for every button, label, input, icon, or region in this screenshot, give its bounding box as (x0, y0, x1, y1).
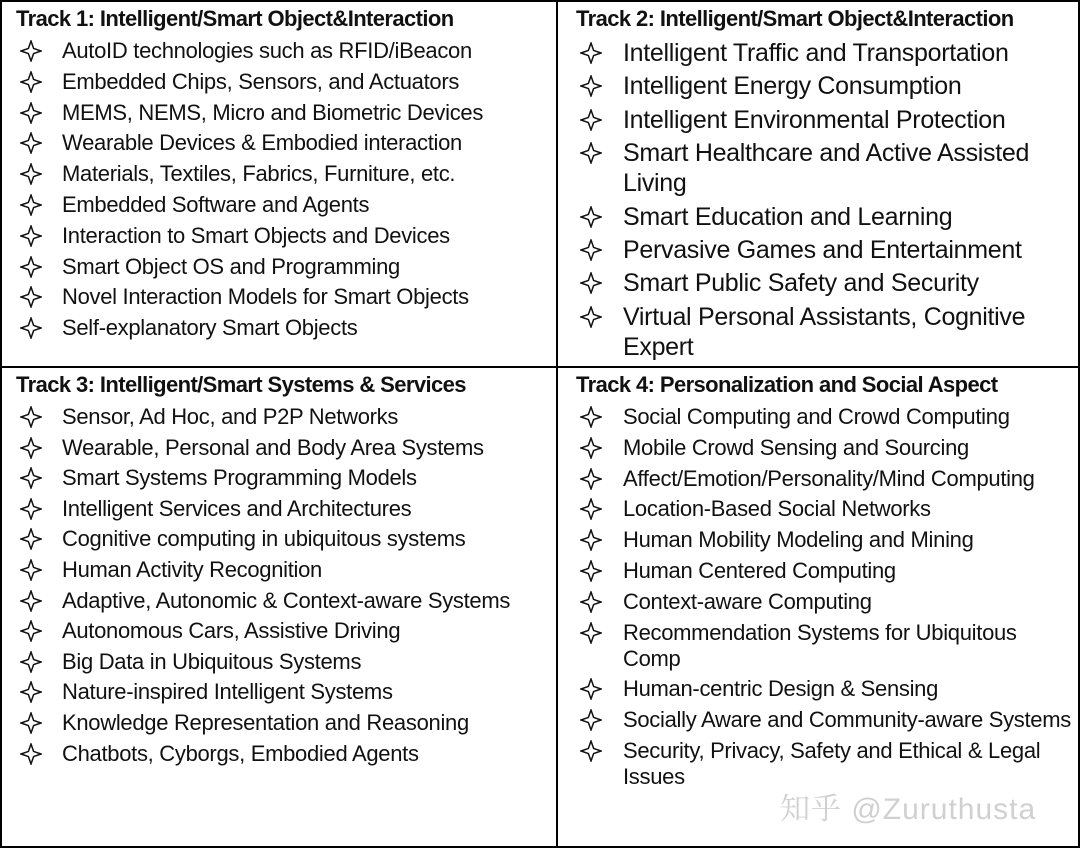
track-4-title: Track 4: Personalization and Social Aspect (576, 372, 998, 397)
list-item-label: Affect/Emotion/Personality/Mind Computing (623, 465, 1035, 491)
list-item-label: Interaction to Smart Objects and Devices (62, 222, 450, 248)
four-point-star-outline-icon (20, 163, 42, 185)
list-item (580, 589, 1078, 615)
list-item (580, 435, 1078, 461)
list-item (580, 268, 1078, 298)
track-4-cell (558, 368, 1080, 848)
four-point-star-outline-icon (20, 498, 42, 520)
list-item-label: AutoID technologies such as RFID/iBeacon (62, 38, 472, 63)
list-item (580, 38, 1078, 68)
four-point-star-outline-icon (580, 709, 602, 731)
list-item (580, 496, 1078, 522)
list-item (580, 527, 1078, 553)
four-point-star-outline-icon (580, 498, 602, 520)
list-item-label: Intelligent Services and Architectures (62, 495, 412, 521)
four-point-star-outline-icon (580, 437, 602, 459)
list-item (580, 105, 1078, 135)
four-point-star-outline-icon (20, 743, 42, 765)
list-item (20, 679, 556, 710)
list-item-label: Knowledge Representation and Reasoning (62, 709, 469, 735)
list-item (580, 676, 1078, 702)
four-point-star-outline-icon (20, 225, 42, 247)
four-point-star-outline-icon (580, 678, 602, 700)
list-item (580, 558, 1078, 584)
list-item-label: Cognitive computing in ubiquitous systems (62, 526, 466, 552)
four-point-star-outline-icon (20, 437, 42, 459)
list-item (20, 315, 556, 346)
list-item-label: Human Centered Computing (623, 557, 896, 583)
four-point-star-outline-icon (580, 560, 602, 582)
four-point-star-outline-icon (580, 468, 602, 490)
list-item (20, 223, 556, 254)
list-item-label: Intelligent Traffic and Transportation (623, 39, 1009, 67)
list-item-label: Wearable, Personal and Body Area Systems (62, 434, 484, 460)
list-item (20, 741, 556, 772)
four-point-star-outline-icon (20, 71, 42, 93)
list-item-label: Wearable Devices & Embodied interaction (62, 130, 462, 156)
list-item (580, 202, 1078, 232)
list-item-label: Smart Public Safety and Security (623, 269, 979, 298)
list-item-label: Mobile Crowd Sensing and Sourcing (623, 434, 969, 460)
four-point-star-outline-icon (20, 528, 42, 550)
list-item-label: Location-Based Social Networks (623, 496, 931, 522)
four-point-star-outline-icon (20, 467, 42, 489)
list-item (20, 649, 556, 680)
four-point-star-outline-icon (580, 239, 602, 261)
list-item-label: Human Activity Recognition (62, 556, 322, 582)
four-point-star-outline-icon (580, 529, 602, 551)
track-3-list (2, 397, 556, 771)
list-item (580, 138, 1078, 198)
list-item (20, 465, 556, 496)
four-point-star-outline-icon (20, 620, 42, 642)
list-item-label: Context-aware Computing (623, 588, 872, 614)
list-item (20, 254, 556, 285)
list-item (20, 404, 556, 435)
list-item (20, 557, 556, 588)
list-item (20, 710, 556, 741)
track-4-list (558, 397, 1078, 790)
list-item-label: Novel Interaction Models for Smart Objects (62, 284, 469, 310)
list-item-label: Embedded Software and Agents (62, 191, 370, 217)
four-point-star-outline-icon (580, 406, 602, 428)
list-item-label: MEMS, NEMS, Micro and Biometric Devices (62, 99, 484, 125)
list-item-label: Intelligent Energy Consumption (623, 72, 962, 101)
list-item (20, 69, 556, 100)
track-1-cell (2, 2, 558, 368)
track-1-list (2, 31, 556, 346)
list-item (20, 38, 556, 69)
list-item (20, 435, 556, 466)
list-item (20, 526, 556, 557)
four-point-star-outline-icon (20, 317, 42, 339)
list-item (580, 707, 1078, 733)
four-point-star-outline-icon (580, 109, 602, 131)
list-item-label: Smart Systems Programming Models (62, 465, 417, 491)
list-item-label: Social Computing and Crowd Computing (623, 404, 1010, 429)
four-point-star-outline-icon (20, 102, 42, 124)
list-item-label: Materials, Textiles, Fabrics, Furniture, etc. (62, 161, 456, 187)
list-item (580, 620, 1078, 672)
list-item (580, 235, 1078, 265)
list-item (580, 302, 1078, 362)
list-item (20, 284, 556, 315)
watermark: 知乎 @Zuruthusta (780, 793, 1037, 826)
four-point-star-outline-icon (20, 559, 42, 581)
four-point-star-outline-icon (580, 306, 602, 328)
list-item-label: Security, Privacy, Safety and Ethical & Legal Issues (623, 737, 1041, 789)
list-item-label: Sensor, Ad Hoc, and P2P Networks (62, 404, 399, 429)
list-item-label: Self-explanatory Smart Objects (62, 315, 358, 341)
list-item (20, 161, 556, 192)
four-point-star-outline-icon (580, 622, 602, 644)
four-point-star-outline-icon (580, 75, 602, 97)
four-point-star-outline-icon (20, 590, 42, 612)
four-point-star-outline-icon (20, 132, 42, 154)
four-point-star-outline-icon (20, 40, 42, 62)
track-2-cell (558, 2, 1080, 368)
list-item-label: Chatbots, Cyborgs, Embodied Agents (62, 740, 419, 766)
track-3-cell (2, 368, 558, 848)
list-item (20, 618, 556, 649)
four-point-star-outline-icon (20, 712, 42, 734)
list-item-label: Smart Education and Learning (623, 202, 953, 231)
list-item-label: Adaptive, Autonomic & Context-aware Systems (62, 587, 511, 613)
track-2-list (558, 31, 1078, 362)
track-1-title: Track 1: Intelligent/Smart Object&Interaction (16, 6, 454, 31)
list-item-label: Recommendation Systems for Ubiquitous Comp (623, 619, 1017, 671)
four-point-star-outline-icon (20, 194, 42, 216)
list-item (20, 192, 556, 223)
list-item-label: Intelligent Environmental Protection (623, 105, 1006, 134)
four-point-star-outline-icon (580, 740, 602, 762)
list-item-label: Human Mobility Modeling and Mining (623, 527, 974, 553)
track-2-title: Track 2: Intelligent/Smart Object&Interaction (576, 6, 1014, 31)
four-point-star-outline-icon (580, 42, 602, 64)
list-item (580, 738, 1078, 790)
four-point-star-outline-icon (20, 681, 42, 703)
four-point-star-outline-icon (20, 286, 42, 308)
list-item (20, 496, 556, 527)
list-item-label: Autonomous Cars, Assistive Driving (62, 618, 401, 644)
track-3-title: Track 3: Intelligent/Smart Systems & Services (16, 372, 466, 397)
list-item (20, 100, 556, 131)
four-point-star-outline-icon (580, 206, 602, 228)
list-item (20, 588, 556, 619)
list-item (580, 466, 1078, 492)
list-item-label: Smart Healthcare and Active Assisted Living (623, 139, 1030, 198)
list-item-label: Smart Object OS and Programming (62, 253, 400, 279)
list-item-label: Human-centric Design & Sensing (623, 676, 939, 702)
list-item (20, 130, 556, 161)
list-item-label: Virtual Personal Assistants, Cognitive Expert (623, 302, 1026, 361)
four-point-star-outline-icon (580, 591, 602, 613)
four-point-star-outline-icon (580, 272, 602, 294)
four-point-star-outline-icon (580, 142, 602, 164)
list-item-label: Big Data in Ubiquitous Systems (62, 648, 362, 674)
list-item (580, 71, 1078, 101)
list-item-label: Pervasive Games and Entertainment (623, 235, 1022, 264)
four-point-star-outline-icon (20, 256, 42, 278)
list-item-label: Embedded Chips, Sensors, and Actuators (62, 68, 460, 94)
list-item (580, 404, 1078, 430)
list-item-label: Socially Aware and Community-aware Systems (623, 707, 1071, 733)
four-point-star-outline-icon (20, 406, 42, 428)
four-point-star-outline-icon (20, 651, 42, 673)
list-item-label: Nature-inspired Intelligent Systems (62, 679, 393, 705)
